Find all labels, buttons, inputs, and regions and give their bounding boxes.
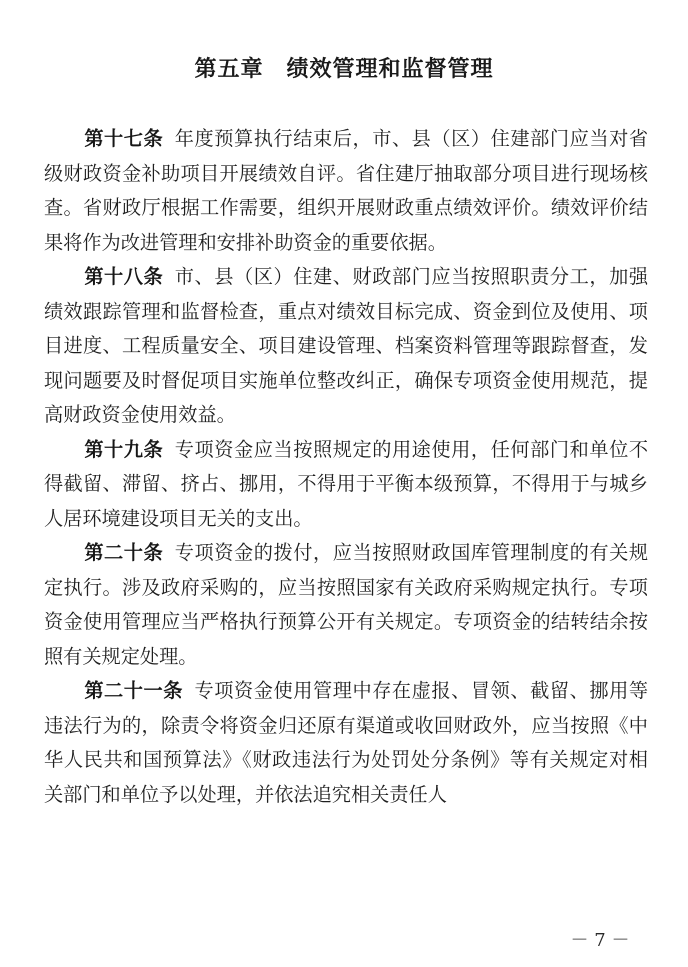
article-text: 年度预算执行结束后，市、县（区）住建部门应当对省级财政资金补助项目开展绩效自评。省住建厅抽取部分项目进行现场核查。省财政厅根据工作需要，组织开展财政重点绩效评价。绩效评价结果将作为改进管理和安排补助资金的重要依据。 <box>44 127 649 254</box>
article-text: 专项资金使用管理中存在虚报、冒领、截留、挪用等违法行为的，除责令将资金归还原有渠道或收回财政外，应当按照《中华人民共和国预算法》《财政违法行为处罚处分条例》等有关规定对相关部门和单位予以处理，并依法追究相关责任人 <box>44 679 649 806</box>
article-text: 专项资金的拨付，应当按照财政国库管理制度的有关规定执行。涉及政府采购的，应当按照国家有关政府采购规定执行。专项资金使用管理应当严格执行预算公开有关规定。专项资金的结转结余按照有关规定处理。 <box>44 541 649 668</box>
article-heading: 第二十一条 <box>84 679 184 702</box>
article-17 <box>44 122 648 260</box>
article-heading: 第十八条 <box>84 265 164 288</box>
article-heading: 第十七条 <box>84 127 164 150</box>
page-number: － 7 － <box>570 930 630 951</box>
chapter-title: 第五章 绩效管理和监督管理 <box>194 57 494 82</box>
article-heading: 第二十条 <box>84 541 164 564</box>
article-18 <box>44 260 648 433</box>
article-20 <box>44 536 648 674</box>
article-text: 市、县（区）住建、财政部门应当按照职责分工，加强绩效跟踪管理和监督检查，重点对绩效目标完成、资金到位及使用、项目进度、工程质量安全、项目建设管理、档案资料管理等跟踪督查，发现问题要及时督促项目实施单位整改纠正，确保专项资金使用规范，提高财政资金使用效益。 <box>44 265 649 426</box>
document-body <box>44 122 648 812</box>
article-heading: 第十九条 <box>84 437 164 461</box>
article-19 <box>44 433 648 537</box>
article-21 <box>44 674 648 812</box>
article-text: 专项资金应当按照规定的用途使用，任何部门和单位不得截留、滞留、挤占、挪用，不得用于平衡本级预算，不得用于与城乡人居环境建设项目无关的支出。 <box>44 437 649 530</box>
